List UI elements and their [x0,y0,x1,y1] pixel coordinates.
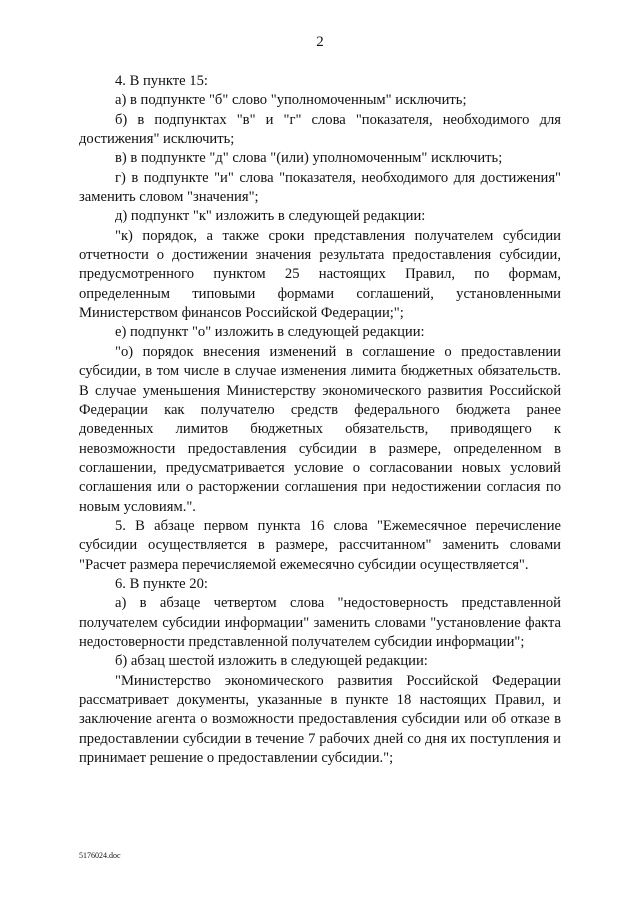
paragraph: 4. В пункте 15: [115,73,208,89]
paragraph: г) в подпункте "и" слова "показателя, необходимого для достижения" заменить словом "значения"; [79,169,561,206]
paragraph: б) в подпунктах "в" и "г" слова "показателя, необходимого для достижения" исключить; [79,111,561,148]
document-body [79,72,561,768]
paragraph: 6. В пункте 20: [115,575,208,592]
paragraph: "к) порядок, а также сроки представления получателем субсидии отчетности о достижении значения результата предоставления субсидии, предусмотренного пунктом 25 настоящих Правил, по формам, определенным типовыми формами соглашений, установленными Министерством финансов Российской Федерации;"; [79,227,561,322]
paragraph: "Министерство экономического развития Российской Федерации рассматривает документы, указанные в пункте 18 настоящих Правил, и заключение агента о возможности предоставления субсидии или об отказе в предоставлении субсидии в течение 7 рабочих дней со дня их поступления и принимает решение о предоставлении субсидии."; [79,672,561,767]
paragraph: а) в абзаце четвертом слова "недостоверность представленной получателем субсидии информации" заменить словами "установление факта недостоверности представленной получателем субсидии информации"; [79,595,561,650]
footer-document-code: 5176024.doc [79,851,121,860]
paragraph: 5. В абзаце первом пункта 16 слова "Ежемесячное перечисление субсидии осуществляется в размере, рассчитанном" заменить словами "Расчет размера перечисляемой ежемесячно субсидии осуществляется". [79,517,561,573]
paragraph: д) подпункт "к" изложить в следующей редакции: [115,208,426,225]
paragraph: "о) порядок внесения изменений в соглашение о предоставлении субсидии, в том числе в случае изменения лимита бюджетных обязательств. В случае уменьшения Министерству экономического развития Российской Федерации как получателю средств федерального бюджета ранее доведенных лимитов бюджетных обязательств, приводящего к невозможности предоставления субсидии в размере, определенном в соглашении, предусматривается условие о согласовании новых условий соглашения или о расторжении соглашения при недостижении согласия по новым условиям.". [79,343,561,515]
page-number: 2 [316,34,324,50]
paragraph: а) в подпункте "б" слово "уполномоченным" исключить; [115,92,467,109]
paragraph: б) абзац шестой изложить в следующей редакции: [115,653,428,670]
paragraph: в) в подпункте "д" слова "(или) уполномоченным" исключить; [115,150,503,167]
paragraph: е) подпункт "о" изложить в следующей редакции: [115,324,425,341]
